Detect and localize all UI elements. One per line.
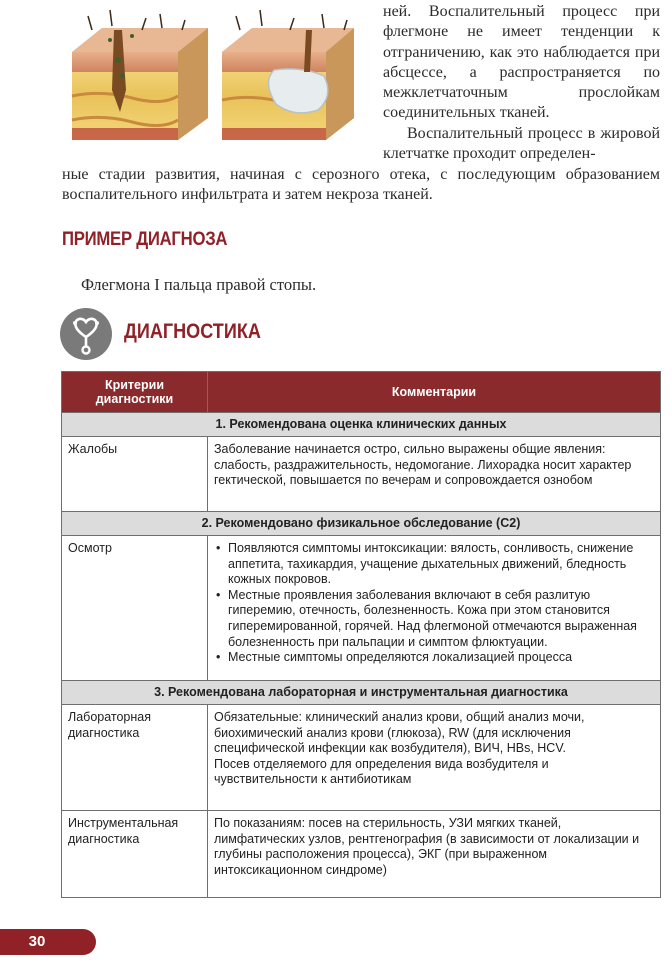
table-header-row (62, 372, 661, 413)
skin-cross-section-illustration (62, 0, 362, 142)
comment-complaints: Заболевание начинается остро, сильно выражены общие явления: слабость, раздражительность, недомогание. Лихорадка носит характер гектической, повышается по вечерам и сопровождается ознобом (208, 437, 661, 512)
example-text: Флегмона I пальца правой стопы. (81, 275, 317, 294)
comment-lab-culture: Посев отделяемого для определения вида возбудителя и чувствительности к антибиотикам (214, 756, 549, 787)
criterion-exam: Осмотр (62, 536, 208, 681)
section-lab-instrumental: 3. Рекомендована лабораторная и инструментальная диагностика (62, 681, 661, 705)
stethoscope-icon (59, 307, 113, 361)
table-section-row (62, 413, 661, 437)
criterion-instrumental: Инструментальная диагностика (62, 811, 208, 898)
example-heading: ПРИМЕР ДИАГНОЗА (62, 229, 228, 250)
comment-instrumental: По показаниям: посев на стерильность, УЗИ мягких тканей, лимфатических узлов, рентгенография (в зависимости от локализации и глубины расположения процесса), ЭКГ (при выраженном интоксикационном синдроме) (208, 811, 661, 898)
tissue-block-left (72, 10, 208, 140)
table-row (62, 536, 661, 681)
list-item: • Местные симптомы определяются локализацией процесса (228, 650, 654, 666)
list-item: • Местные проявления заболевания включают в себя разлитую гиперемию, отечность, болезненность. Кожа при этом становится гиперемированной, горячей. Над флегмоной отмечаются выраженная болезненность при пальпации и симптом флюктуации. (228, 588, 654, 650)
criterion-complaints: Жалобы (62, 437, 208, 512)
tissue-block-right (222, 10, 354, 140)
section-physical-exam: 2. Рекомендовано физикальное обследование (С2) (62, 512, 661, 536)
comment-exam (208, 536, 661, 681)
intro-paragraph-right (383, 2, 660, 164)
exam-bullet-list (214, 541, 654, 666)
intro-paragraph-continued: ные стадии развития, начиная с серозного отека, с последующим образованием воспалительного инфильтрата и затем некроза тканей. (62, 166, 660, 204)
comment-lab-required: Обязательные: клинический анализ крови, общий анализ мочи, биохимический анализ крови (глюкоза), RW (для исключения специфической инфекции как возбудителя), ВИЧ, HBs, HCV. (214, 710, 585, 756)
table-row (62, 437, 661, 512)
table-row (62, 811, 661, 898)
page-number: 30 (0, 929, 96, 955)
diagnostics-table (61, 371, 661, 898)
table-section-row (62, 681, 661, 705)
intro-indented-text: Воспалительный процесс в жировой клетчатке проходит определен- (383, 124, 660, 163)
column-header-comments: Комментарии (208, 372, 661, 413)
table-section-row (62, 512, 661, 536)
table-row (62, 705, 661, 811)
criterion-lab: Лабораторная диагностика (62, 705, 208, 811)
section-clinical-data: 1. Рекомендована оценка клинических данных (62, 413, 661, 437)
intro-right-text: ней. Воспалительный процесс при флегмоне не имеет тенденции к отграничению, как это наблюдается при абсцессе, а распространяется по межклетчаточным прослойкам соединительных тканей. (383, 3, 660, 122)
comment-lab (208, 705, 661, 811)
list-item: • Появляются симптомы интоксикации: вялость, сонливость, снижение аппетита, тахикардия, учащение дыхательных движений, бледность кожных покровов. (228, 541, 654, 588)
diagnostics-heading: ДИАГНОСТИКА (124, 320, 261, 343)
column-header-criteria: Критерии диагностики (62, 372, 208, 413)
